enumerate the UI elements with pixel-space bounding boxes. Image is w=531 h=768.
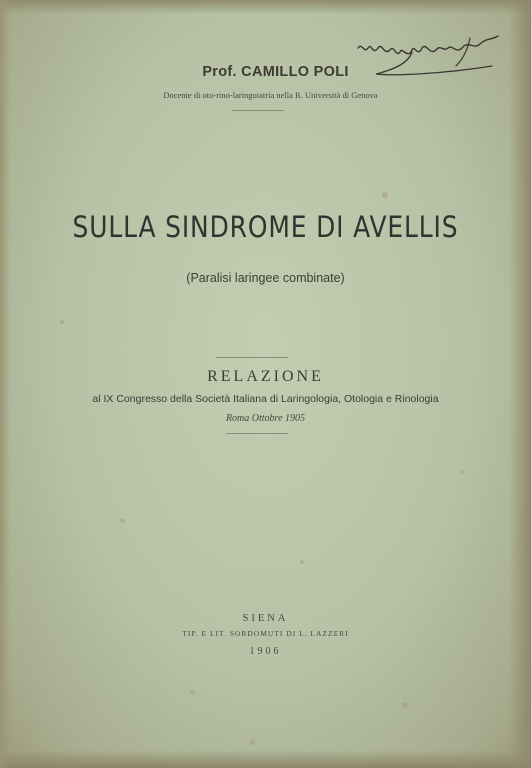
relazione-heading: RELAZIONE bbox=[207, 368, 324, 385]
foxing-spot bbox=[60, 320, 64, 324]
foxing-spot bbox=[382, 192, 388, 198]
imprint-printer: TIP. E LIT. SORDOMUTI DI L. LAZZERI bbox=[182, 629, 349, 638]
foxing-spot bbox=[402, 702, 408, 708]
foxing-spot bbox=[190, 690, 195, 695]
foxing-spot bbox=[120, 518, 125, 523]
section-rule-bottom bbox=[226, 433, 288, 434]
cover-bottom-edge bbox=[0, 750, 531, 768]
book-subtitle: (Paralisi laringee combinate) bbox=[186, 271, 345, 285]
cover-top-edge bbox=[0, 0, 531, 14]
affiliation-rule bbox=[232, 110, 284, 111]
foxing-spot bbox=[460, 470, 464, 474]
author-affiliation: Docente di oto-rino-laringoiatria nella R. Università di Genova bbox=[163, 90, 378, 100]
place-date: Roma Ottobre 1905 bbox=[225, 413, 306, 424]
foxing-spot bbox=[250, 740, 255, 745]
foxing-spot bbox=[300, 560, 304, 564]
section-rule-top bbox=[216, 357, 288, 358]
congress-line: al IX Congresso della Società Italiana di Laringologia, Otologia e Rinologia bbox=[92, 393, 439, 405]
author-name: Prof. CAMILLO POLI bbox=[202, 64, 349, 80]
imprint-city: SIENA bbox=[242, 613, 289, 624]
imprint-year: 1906 bbox=[249, 646, 282, 657]
book-title: SULLA SINDROME DI AVELLIS bbox=[72, 210, 459, 244]
